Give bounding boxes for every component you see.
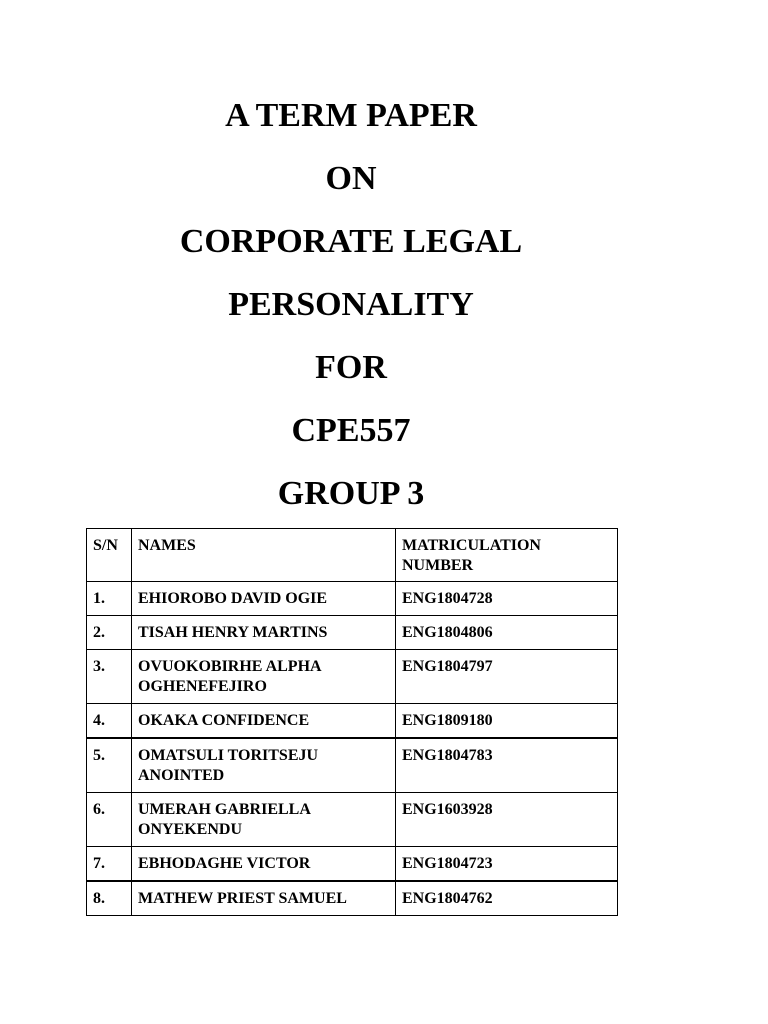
table-row [87, 738, 618, 793]
header-names: NAMES [132, 529, 396, 582]
row-name: EHIOROBO DAVID OGIE [132, 582, 396, 616]
row-matric: ENG1603928 [396, 793, 618, 847]
title-line-personality: PERSONALITY [228, 286, 474, 323]
title-line-group: GROUP 3 [277, 475, 425, 512]
table-row [87, 582, 618, 616]
row-name: MATHEW PRIEST SAMUEL [132, 881, 396, 916]
row-name: OVUOKOBIRHE ALPHA OGHENEFEJIRO [132, 650, 396, 704]
row-name: TISAH HENRY MARTINS [132, 616, 396, 650]
table-row [87, 616, 618, 650]
row-sn: 5. [87, 738, 132, 793]
group-members-table [86, 528, 618, 916]
table-row [87, 650, 618, 704]
row-name: EBHODAGHE VICTOR [132, 847, 396, 882]
row-name: OKAKA CONFIDENCE [132, 704, 396, 739]
row-sn: 3. [87, 650, 132, 704]
row-sn: 7. [87, 847, 132, 882]
header-sn: S/N [87, 529, 132, 582]
row-sn: 6. [87, 793, 132, 847]
row-matric: ENG1809180 [396, 704, 618, 739]
title-line-term-paper: A TERM PAPER [225, 97, 477, 134]
row-matric: ENG1804783 [396, 738, 618, 793]
table-row [87, 881, 618, 916]
title-line-corporate-legal: CORPORATE LEGAL [179, 223, 523, 260]
row-matric: ENG1804728 [396, 582, 618, 616]
row-matric: ENG1804762 [396, 881, 618, 916]
table-row [87, 793, 618, 847]
title-line-on: ON [325, 160, 377, 197]
row-matric: ENG1804797 [396, 650, 618, 704]
row-name: UMERAH GABRIELLA ONYEKENDU [132, 793, 396, 847]
row-sn: 4. [87, 704, 132, 739]
title-line-course-code: CPE557 [291, 412, 411, 449]
table-header-row [87, 529, 618, 582]
title-line-for: FOR [315, 349, 387, 386]
row-matric: ENG1804723 [396, 847, 618, 882]
row-name: OMATSULI TORITSEJU ANOINTED [132, 738, 396, 793]
row-sn: 2. [87, 616, 132, 650]
title-block [0, 84, 702, 525]
header-matric: MATRICULATION NUMBER [396, 529, 618, 582]
table-row [87, 704, 618, 739]
row-matric: ENG1804806 [396, 616, 618, 650]
table-row [87, 847, 618, 882]
row-sn: 8. [87, 881, 132, 916]
row-sn: 1. [87, 582, 132, 616]
